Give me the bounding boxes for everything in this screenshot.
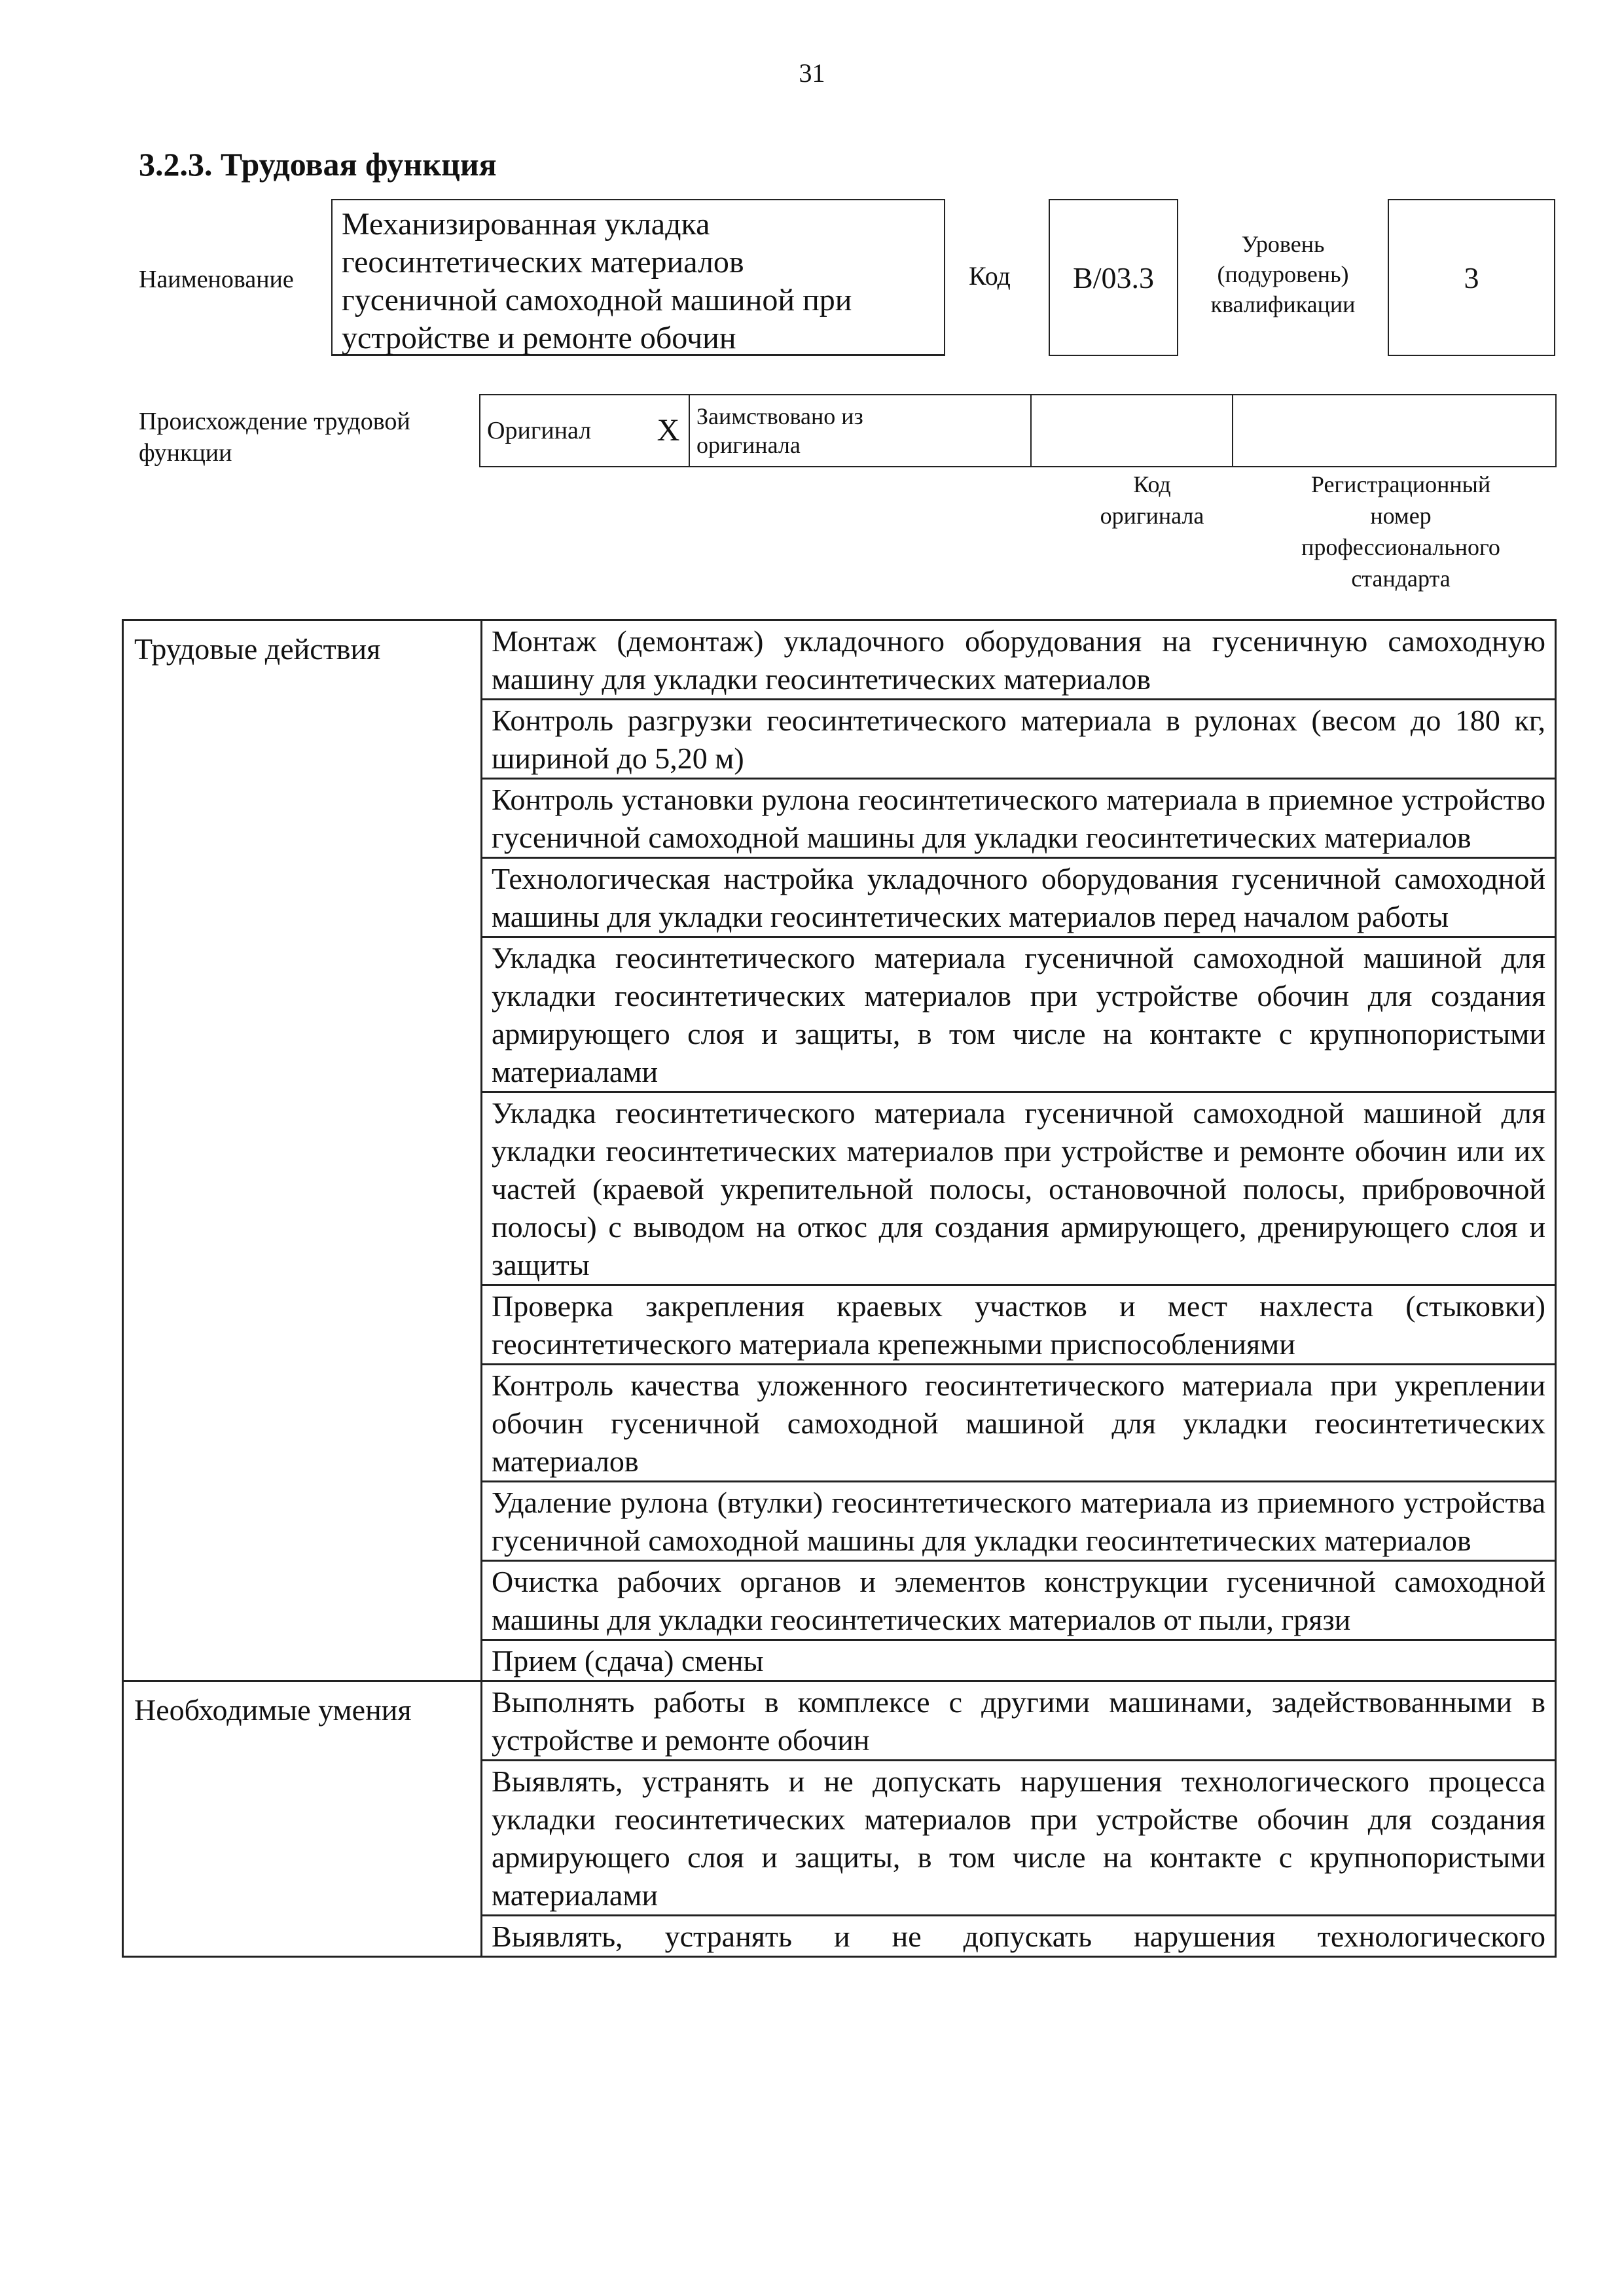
reg-number-cell — [1233, 395, 1556, 467]
labor-action-item: Прием (сдача) смены — [482, 1640, 1556, 1681]
function-details-table — [122, 619, 1557, 1958]
code-original-caption — [1054, 469, 1250, 531]
labor-action-item: Монтаж (демонтаж) укладочного оборудования на гусеничную самоходную машину для укладки геосинтетических материалов — [482, 620, 1556, 700]
table-row — [123, 620, 1556, 700]
caption-line: стандарта — [1351, 565, 1451, 592]
skill-item: Выявлять, устранять и не допускать нарушения технологического процесса укладки геосинтетических материалов при устройстве обочин для создания армирующего слоя и защиты, в том числе на контакте с крупнопористыми материалами — [482, 1761, 1556, 1916]
caption-line: Регистрационный — [1310, 471, 1491, 497]
function-name-line: устройстве и ремонте обочин — [342, 321, 736, 355]
borrowed-line: оригинала — [696, 432, 801, 458]
labor-action-item: Контроль разгрузки геосинтетического материала в рулонах (весом до 180 кг, шириной до 5,20 м) — [482, 700, 1556, 779]
labor-action-item: Укладка геосинтетического материала гусеничной самоходной машиной для укладки геосинтетических материалов при устройстве обочин для создания армирующего слоя и защиты, в том числе на контакте с крупнопористыми материалами — [482, 937, 1556, 1092]
origin-table — [479, 394, 1557, 467]
function-name-line: Механизированная укладка — [342, 207, 710, 242]
page-number: 31 — [799, 58, 825, 88]
labor-action-item: Очистка рабочих органов и элементов конструкции гусеничной самоходной машины для укладки геосинтетических материалов от пыли, грязи — [482, 1561, 1556, 1640]
caption-line: Код — [1133, 471, 1171, 497]
section-title: 3.2.3. Трудовая функция — [139, 146, 497, 183]
function-name-line: геосинтетических материалов — [342, 245, 744, 279]
level-label-line: квалификации — [1210, 291, 1356, 317]
reg-number-caption — [1250, 469, 1551, 594]
original-mark: X — [648, 395, 689, 467]
level-label-line: (подуровень) — [1217, 261, 1349, 287]
caption-line: оригинала — [1100, 503, 1204, 529]
origin-label — [139, 406, 466, 469]
labor-action-item: Удаление рулона (втулки) геосинтетического материала из приемного устройства гусеничной самоходной машины для укладки геосинтетических материалов — [482, 1482, 1556, 1561]
table-row — [123, 1681, 1556, 1761]
caption-line: номер — [1370, 503, 1432, 529]
skills-heading: Необходимые умения — [123, 1681, 482, 1957]
borrowed-cell — [689, 395, 1031, 467]
original-label: Оригинал — [480, 395, 648, 467]
origin-label-line: Происхождение трудовой — [139, 408, 410, 435]
code-value: B/03.3 — [1073, 260, 1154, 295]
labor-action-item: Проверка закрепления краевых участков и мест нахлеста (стыковки) геосинтетического материала крепежными приспособлениями — [482, 1285, 1556, 1365]
borrowed-line: Заимствовано из — [696, 403, 863, 429]
labor-action-item: Контроль установки рулона геосинтетического материала в приемное устройство гусеничной самоходной машины для укладки геосинтетических материалов — [482, 779, 1556, 858]
labor-action-item: Технологическая настройка укладочного оборудования гусеничной самоходной машины для укладки геосинтетических материалов перед началом работы — [482, 858, 1556, 937]
origin-label-line: функции — [139, 439, 232, 467]
level-value: 3 — [1464, 260, 1479, 295]
level-label — [1191, 229, 1375, 319]
function-name-line: гусеничной самоходной машиной при — [342, 283, 852, 317]
original-code-cell — [1031, 395, 1233, 467]
labor-action-item: Контроль качества уложенного геосинтетического материала при укреплении обочин гусеничной самоходной машиной для укладки геосинтетических материалов — [482, 1365, 1556, 1482]
labor-actions-heading: Трудовые действия — [123, 620, 482, 1681]
level-value-box — [1388, 199, 1555, 356]
code-value-box — [1049, 199, 1178, 356]
caption-line: профессионального — [1301, 534, 1500, 560]
level-label-line: Уровень — [1241, 231, 1325, 257]
skill-item: Выявлять, устранять и не допускать нарушения технологического — [482, 1916, 1556, 1957]
function-name-box — [331, 199, 945, 356]
code-label: Код — [969, 261, 1011, 291]
skill-item: Выполнять работы в комплексе с другими машинами, задействованными в устройстве и ремонте обочин — [482, 1681, 1556, 1761]
labor-action-item: Укладка геосинтетического материала гусеничной самоходной машиной для укладки геосинтетических материалов при устройстве и ремонте обочин или их частей (краевой укрепительной полосы, остановочной полосы, прибровочной полосы) с выводом на откос для создания армирующего, дренирующего слоя и защиты — [482, 1092, 1556, 1285]
name-label: Наименование — [139, 266, 294, 293]
